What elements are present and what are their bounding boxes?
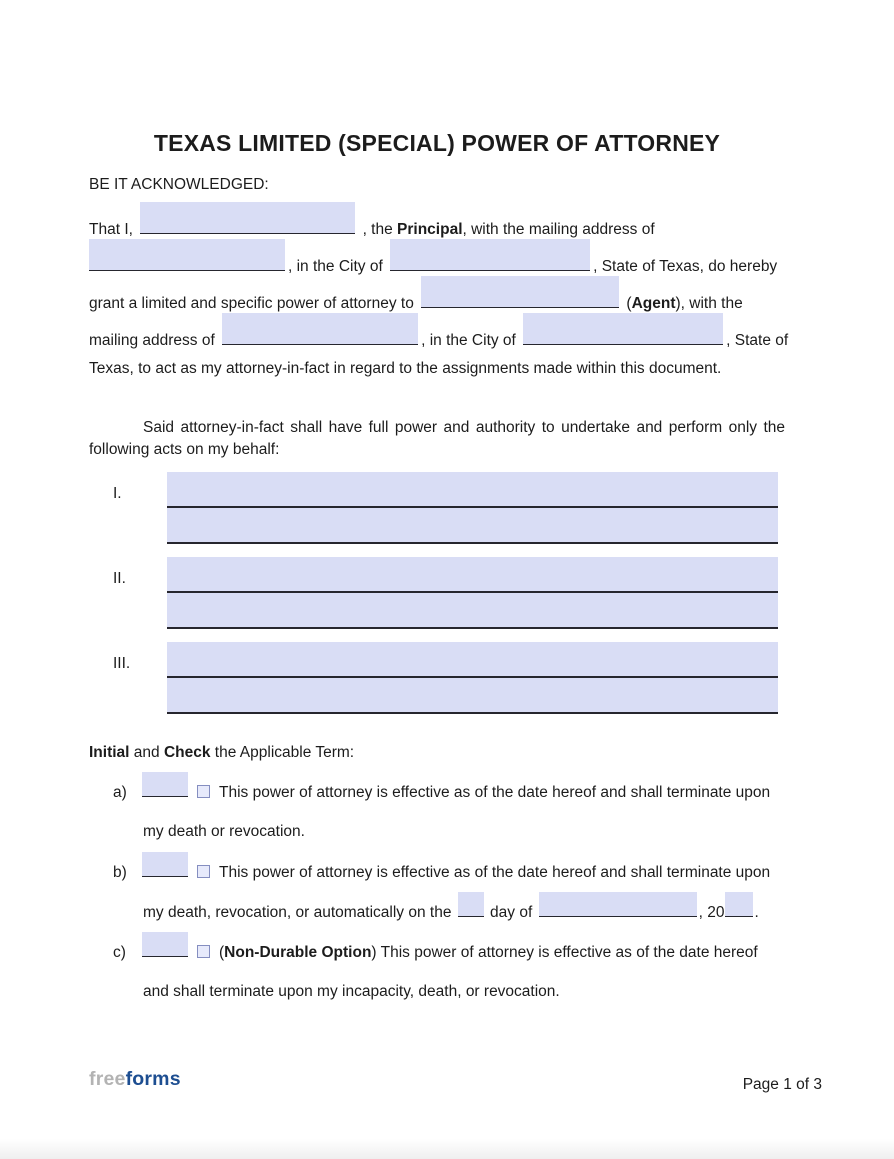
term-a-row bbox=[89, 772, 785, 812]
text-run: the Applicable Term: bbox=[210, 744, 355, 761]
agent-city-field[interactable] bbox=[523, 313, 723, 345]
term-b-day-field[interactable] bbox=[458, 892, 484, 917]
text-run: This power of attorney is effective as of the date hereof and shall terminate upon bbox=[219, 864, 771, 881]
text-run: my death, revocation, or automatically on the bbox=[143, 904, 456, 921]
acts-list bbox=[89, 472, 785, 727]
text-run: , with the mailing address of bbox=[462, 221, 655, 238]
text-run: , State of bbox=[726, 332, 789, 349]
paragraph-line bbox=[89, 202, 785, 239]
term-a-continuation: my death or revocation. bbox=[143, 823, 305, 840]
term-c-checkbox[interactable] bbox=[197, 945, 210, 958]
text-run: grant a limited and specific power of attorney to bbox=[89, 295, 419, 312]
text-run: ( bbox=[622, 295, 632, 312]
term-a-label: a) bbox=[113, 784, 127, 801]
term-b-month-field[interactable] bbox=[539, 892, 697, 917]
term-b-continuation bbox=[143, 892, 785, 932]
text-run-bold: Non-Durable Option bbox=[224, 944, 372, 961]
page-content bbox=[89, 0, 789, 1159]
term-b-initials-field[interactable] bbox=[142, 852, 188, 877]
paragraph-line: Said attorney-in-fact shall have full power and authority to undertake and perform only the bbox=[143, 419, 785, 436]
text-run-bold: Agent bbox=[631, 295, 676, 312]
term-a-initials-field[interactable] bbox=[142, 772, 188, 797]
term-c-label: c) bbox=[113, 944, 126, 961]
act-3-line-1-field[interactable] bbox=[167, 642, 778, 678]
agent-name-field[interactable] bbox=[421, 276, 619, 308]
text-run: . bbox=[754, 904, 759, 921]
paragraph-line bbox=[89, 350, 785, 387]
text-run: This power of attorney is effective as of the date hereof and shall terminate upon bbox=[219, 784, 771, 801]
text-run: day of bbox=[485, 904, 537, 921]
text-run-bold: Check bbox=[163, 744, 211, 761]
text-run: , 20 bbox=[698, 904, 725, 921]
text-run: ( bbox=[219, 944, 225, 961]
principal-paragraph bbox=[89, 202, 789, 387]
act-3-line-2-field[interactable] bbox=[167, 678, 778, 714]
text-run: , the bbox=[362, 221, 398, 238]
principal-address-field[interactable] bbox=[89, 239, 285, 271]
act-numeral: II. bbox=[113, 570, 126, 587]
act-numeral: I. bbox=[113, 485, 122, 502]
text-run: and bbox=[129, 744, 164, 761]
page-number: Page 1 of 3 bbox=[742, 1076, 822, 1093]
text-run: mailing address of bbox=[89, 332, 220, 349]
term-b-checkbox[interactable] bbox=[197, 865, 210, 878]
act-item-2 bbox=[89, 557, 785, 629]
acknowledged-heading: BE IT ACKNOWLEDGED: bbox=[89, 176, 269, 193]
text-run: , State of Texas, do hereby bbox=[593, 258, 778, 275]
act-2-line-2-field[interactable] bbox=[167, 593, 778, 629]
principal-name-field[interactable] bbox=[140, 202, 355, 234]
paragraph-line bbox=[89, 276, 785, 313]
terms-list bbox=[89, 772, 785, 1012]
document-title: TEXAS LIMITED (SPECIAL) POWER OF ATTORNEY bbox=[153, 130, 721, 156]
terms-heading bbox=[89, 744, 354, 762]
text-run: , in the City of bbox=[421, 332, 521, 349]
term-a-checkbox[interactable] bbox=[197, 785, 210, 798]
logo-forms-text: forms bbox=[125, 1068, 181, 1090]
term-c-continuation: and shall terminate upon my incapacity, death, or revocation. bbox=[143, 983, 560, 1000]
act-numeral: III. bbox=[113, 655, 131, 672]
act-2-line-1-field[interactable] bbox=[167, 557, 778, 593]
logo-free-text: free bbox=[89, 1068, 126, 1090]
term-c-initials-field[interactable] bbox=[142, 932, 188, 957]
term-b-year-field[interactable] bbox=[725, 892, 753, 917]
paragraph-line bbox=[89, 239, 785, 276]
text-run-bold: Principal bbox=[397, 221, 463, 238]
text-run: ), with the bbox=[675, 295, 743, 312]
term-b-row bbox=[89, 852, 785, 892]
act-item-1 bbox=[89, 472, 785, 544]
agent-address-field[interactable] bbox=[222, 313, 418, 345]
term-c-row bbox=[89, 932, 785, 972]
authority-paragraph bbox=[89, 417, 785, 461]
freeforms-logo bbox=[89, 1068, 181, 1091]
paragraph-line bbox=[89, 313, 789, 350]
text-run-bold: Initial bbox=[89, 744, 130, 761]
principal-city-field[interactable] bbox=[390, 239, 590, 271]
text-run: , in the City of bbox=[288, 258, 388, 275]
act-1-line-2-field[interactable] bbox=[167, 508, 778, 544]
text-run: That I, bbox=[89, 221, 133, 238]
term-b-label: b) bbox=[113, 864, 127, 881]
text-run: ) This power of attorney is effective as of the date hereof bbox=[371, 944, 758, 961]
text-run: Texas, to act as my attorney-in-fact in regard to the assignments made within this document. bbox=[89, 360, 722, 377]
act-1-line-1-field[interactable] bbox=[167, 472, 778, 508]
page-bottom-shadow bbox=[0, 1139, 894, 1159]
act-item-3 bbox=[89, 642, 785, 714]
paragraph-line: following acts on my behalf: bbox=[89, 441, 280, 458]
